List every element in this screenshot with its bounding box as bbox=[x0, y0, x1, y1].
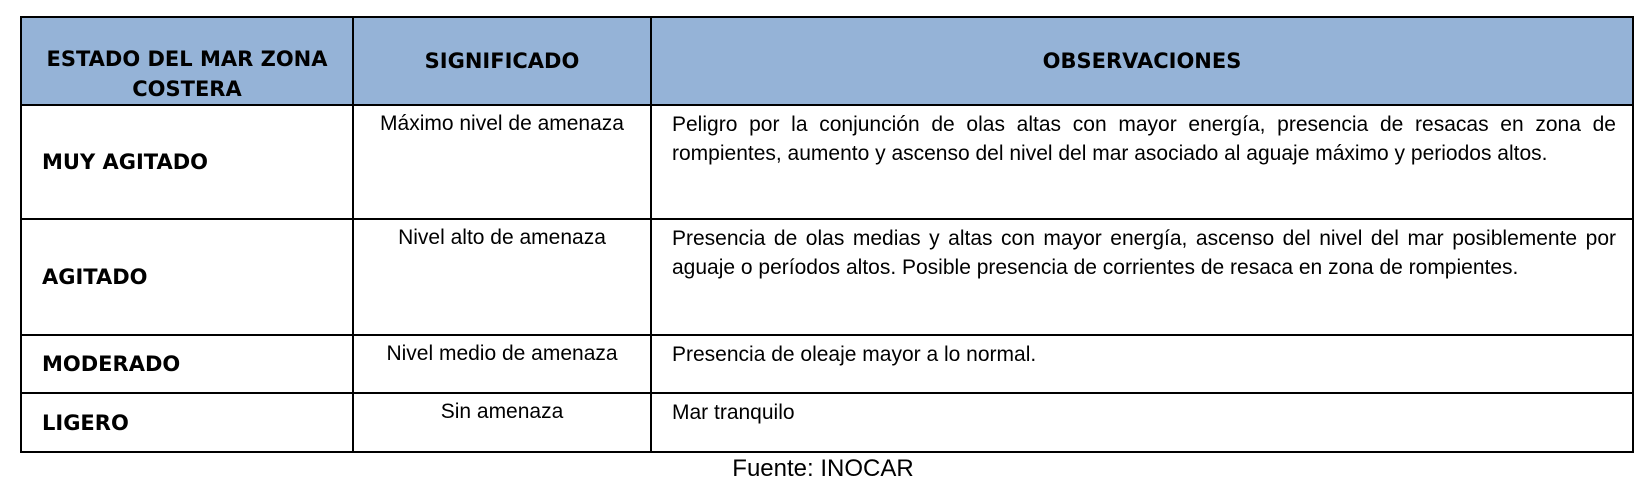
cell-significado: Máximo nivel de amenaza bbox=[353, 105, 651, 219]
table-row bbox=[21, 335, 1633, 393]
sea-state-table bbox=[20, 16, 1634, 453]
table-row bbox=[21, 105, 1633, 219]
table-header-row bbox=[21, 17, 1633, 105]
table-row bbox=[21, 393, 1633, 452]
cell-estado: AGITADO bbox=[21, 219, 353, 335]
header-observaciones: OBSERVACIONES bbox=[651, 17, 1633, 105]
header-estado: ESTADO DEL MAR ZONA COSTERA bbox=[21, 17, 353, 105]
cell-estado: MODERADO bbox=[21, 335, 353, 393]
cell-significado: Nivel alto de amenaza bbox=[353, 219, 651, 335]
cell-significado: Nivel medio de amenaza bbox=[353, 335, 651, 393]
cell-estado: LIGERO bbox=[21, 393, 353, 452]
cell-significado: Sin amenaza bbox=[353, 393, 651, 452]
cell-observaciones: Mar tranquilo bbox=[651, 393, 1633, 452]
cell-observaciones: Presencia de olas medias y altas con mayor energía, ascenso del nivel del mar posiblemente por aguaje o períodos altos. Posible presencia de corrientes de resaca en zona de rompientes. bbox=[651, 219, 1633, 335]
table-row bbox=[21, 219, 1633, 335]
cell-observaciones: Presencia de oleaje mayor a lo normal. bbox=[651, 335, 1633, 393]
header-significado: SIGNIFICADO bbox=[353, 17, 651, 105]
cell-observaciones: Peligro por la conjunción de olas altas con mayor energía, presencia de resacas en zona de rompientes, aumento y ascenso del nivel del mar asociado al aguaje máximo y periodos altos. bbox=[651, 105, 1633, 219]
cell-estado: MUY AGITADO bbox=[21, 105, 353, 219]
source-caption: Fuente: INOCAR bbox=[732, 455, 914, 482]
